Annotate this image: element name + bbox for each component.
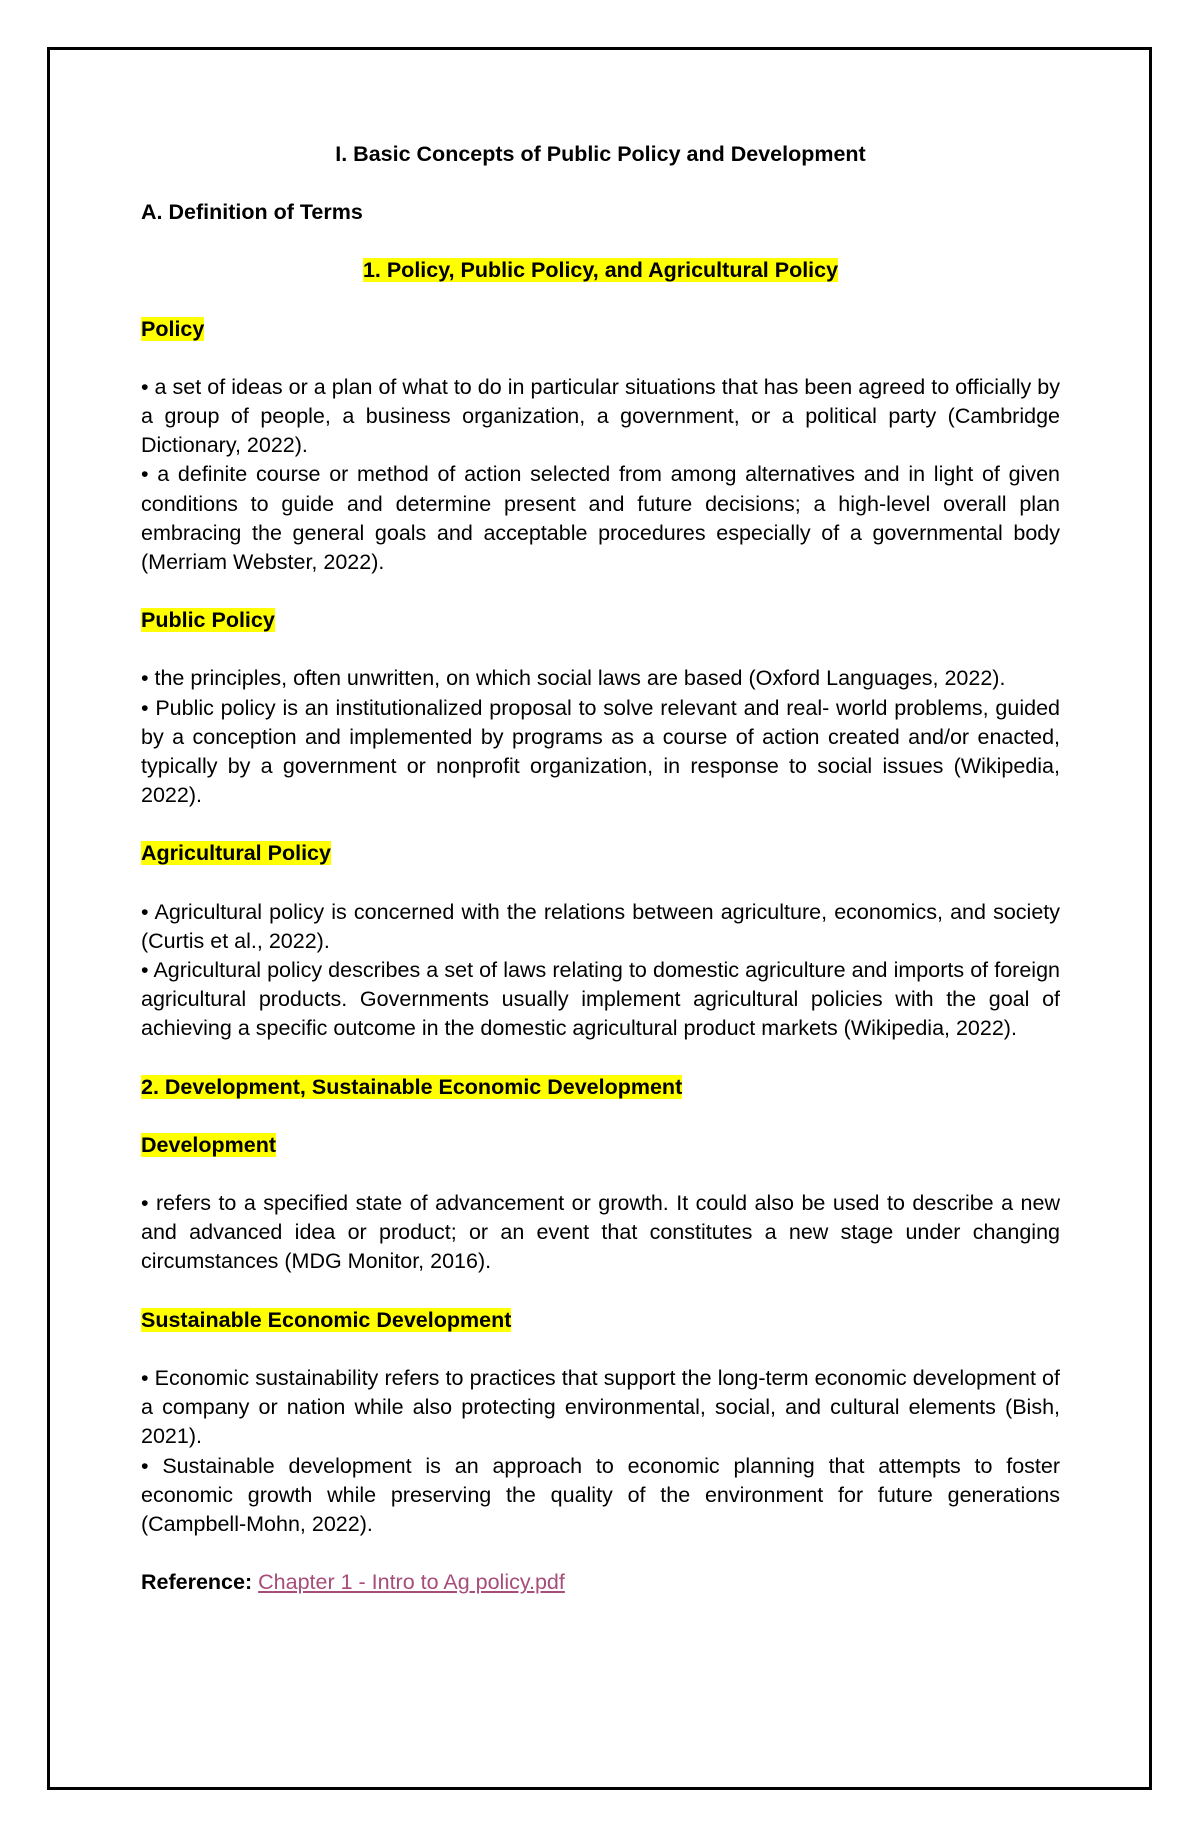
policy-definitions — [141, 373, 1060, 577]
definition-item: • a set of ideas or a plan of what to do in particular situations that has been agreed to officially by a group of people, a business organization, a government, or a political party (Cambridge Dictionary, 2022). — [141, 374, 1060, 458]
document-body — [141, 140, 1060, 1597]
definition-item: • Agricultural policy is concerned with the relations between agriculture, economics, and society (Curtis et al., 2022). — [141, 899, 1060, 953]
section-heading-1: 1. Policy, Public Policy, and Agricultural Policy — [362, 258, 839, 283]
term-agricultural-policy: Agricultural Policy — [141, 841, 331, 866]
section-heading-2: 2. Development, Sustainable Economic Development — [141, 1074, 683, 1099]
term-development: Development — [141, 1132, 277, 1157]
document-title: I. Basic Concepts of Public Policy and Development — [335, 142, 866, 166]
definition-item: • Economic sustainability refers to practices that support the long-term economic development of a company or nation while also protecting environmental, social, and cultural elements (Bish, 2021). — [141, 1365, 1060, 1449]
development-definitions — [141, 1189, 1060, 1277]
term-public-policy: Public Policy — [141, 608, 275, 633]
term-policy: Policy — [141, 316, 205, 341]
definition-item: • Public policy is an institutionalized proposal to solve relevant and real- world problems, guided by a conception and implemented by programs as a course of action created and/or enacted, typically by a government or nonprofit organization, in response to social issues (Wikipedia, 2022). — [141, 695, 1060, 808]
reference-line — [141, 1568, 1060, 1597]
agricultural-policy-definitions — [141, 898, 1060, 1044]
public-policy-definitions — [141, 664, 1060, 810]
reference-link[interactable]: Chapter 1 - Intro to Ag policy.pdf — [258, 1570, 565, 1595]
definition-item: • the principles, often unwritten, on which social laws are based (Oxford Languages, 2022). — [141, 666, 1006, 691]
term-sustainable-economic-development: Sustainable Economic Development — [141, 1307, 512, 1332]
sustainable-definitions — [141, 1364, 1060, 1539]
definition-item: • Sustainable development is an approach to economic planning that attempts to foster economic growth while preserving the quality of the environment for future generations (Campbell-Mohn, 2022). — [141, 1453, 1060, 1536]
definition-item: • Agricultural policy describes a set of laws relating to domestic agriculture and imports of foreign agricultural products. Governments usually implement agricultural policies with the goal of achieving a specific outcome in the domestic agricultural product markets (Wikipedia, 2022). — [141, 958, 1060, 1041]
reference-label: Reference: — [141, 1570, 253, 1595]
definition-item: • refers to a specified state of advancement or growth. It could also be used to describe a new and advanced idea or product; or an event that constitutes a new stage under changing circumstances (MDG Monitor, 2016). — [141, 1191, 1060, 1274]
definition-item: • a definite course or method of action selected from among alternatives and in light of given conditions to guide and determine present and future decisions; a high-level overall plan embracing the general goals and acceptable procedures especially of a governmental body (Merriam Webster, 2022). — [141, 462, 1060, 575]
subheading: A. Definition of Terms — [141, 200, 363, 225]
